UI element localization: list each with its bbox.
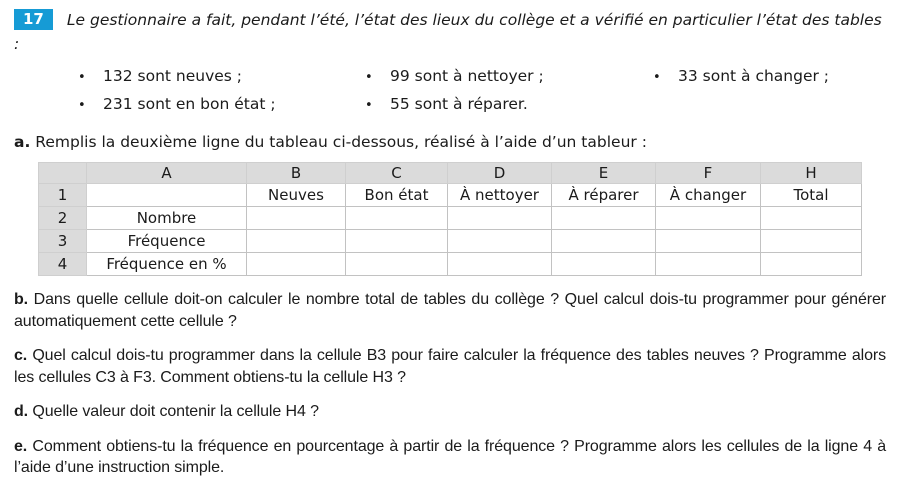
column-header-C: C <box>346 163 448 184</box>
cell-H4 <box>761 253 862 276</box>
cell-D1: À nettoyer <box>448 184 552 207</box>
question-c-text: Quel calcul dois-tu programmer dans la cellule B3 pour faire calculer la fréquence des tables neuves ? Programme alors les cellules C3 à F3. Comment obtiens-tu la cellule H3 ? <box>14 347 886 386</box>
question-b-label: b. <box>14 291 29 308</box>
bullet-icon: • <box>365 98 373 113</box>
column-header-row <box>39 163 862 184</box>
question-d <box>14 401 886 423</box>
row-number-1: 1 <box>39 184 87 207</box>
cell-A1 <box>87 184 247 207</box>
exercise-intro <box>14 8 886 56</box>
cell-C1: Bon état <box>346 184 448 207</box>
cell-H2 <box>761 207 862 230</box>
column-header-A: A <box>87 163 247 184</box>
cell-H3 <box>761 230 862 253</box>
row-number-2: 2 <box>39 207 87 230</box>
bullet-icon: • <box>78 98 86 113</box>
question-b-text: Dans quelle cellule doit-on calculer le nombre total de tables du collège ? Quel calcul dois-tu programmer pour générer automatiquement cette cellule ? <box>14 291 886 330</box>
cell-A3: Fréquence <box>87 230 247 253</box>
cell-E4 <box>552 253 656 276</box>
question-a-label: a. <box>14 133 31 151</box>
cell-E1: À réparer <box>552 184 656 207</box>
inventory-column-2 <box>365 63 653 119</box>
inventory-list <box>78 63 886 119</box>
column-header-E: E <box>552 163 656 184</box>
column-header-H: H <box>761 163 862 184</box>
list-item <box>365 63 653 91</box>
intro-text: Le gestionnaire a fait, pendant l’été, l’état des lieux du collège et a vérifié en particulier l’état des tables : <box>14 11 882 53</box>
cell-A4: Fréquence en % <box>87 253 247 276</box>
cell-C3 <box>346 230 448 253</box>
column-header-F: F <box>656 163 761 184</box>
column-header-D: D <box>448 163 552 184</box>
bullet-icon: • <box>365 70 373 85</box>
cell-C4 <box>346 253 448 276</box>
cell-B2 <box>247 207 346 230</box>
inventory-column-3 <box>653 63 829 119</box>
column-header-B: B <box>247 163 346 184</box>
question-d-text: Quelle valeur doit contenir la cellule H4 ? <box>32 403 319 420</box>
question-a-text: Remplis la deuxième ligne du tableau ci-dessous, réalisé à l’aide d’un tableur : <box>35 133 647 151</box>
question-d-label: d. <box>14 403 29 420</box>
table-row-3 <box>39 230 862 253</box>
question-b <box>14 289 886 332</box>
cell-F4 <box>656 253 761 276</box>
cell-F1: À changer <box>656 184 761 207</box>
cell-D2 <box>448 207 552 230</box>
row-number-4: 4 <box>39 253 87 276</box>
list-item <box>78 63 365 91</box>
bullet-icon: • <box>653 70 661 85</box>
cell-E3 <box>552 230 656 253</box>
cell-B4 <box>247 253 346 276</box>
list-item-text: 231 sont en bon état ; <box>103 95 276 113</box>
cell-D3 <box>448 230 552 253</box>
list-item-text: 33 sont à changer ; <box>678 67 830 85</box>
row-number-3: 3 <box>39 230 87 253</box>
cell-D4 <box>448 253 552 276</box>
list-item <box>365 91 653 119</box>
cell-B1: Neuves <box>247 184 346 207</box>
list-item <box>78 91 365 119</box>
cell-F3 <box>656 230 761 253</box>
cell-B3 <box>247 230 346 253</box>
cell-A2: Nombre <box>87 207 247 230</box>
list-item-text: 55 sont à réparer. <box>390 95 528 113</box>
spreadsheet-corner-cell <box>39 163 87 184</box>
question-e-label: e. <box>14 437 28 455</box>
cell-F2 <box>656 207 761 230</box>
list-item-text: 99 sont à nettoyer ; <box>390 67 544 85</box>
spreadsheet-table <box>38 162 862 276</box>
table-row-2 <box>39 207 862 230</box>
question-c-label: c. <box>14 347 28 364</box>
list-item <box>653 63 829 91</box>
cell-E2 <box>552 207 656 230</box>
question-c <box>14 345 886 388</box>
table-row-4 <box>39 253 862 276</box>
question-e-text: Comment obtiens-tu la fréquence en pourcentage à partir de la fréquence ? Programme alors les cellules de la ligne 4 à l’aide d’une instruction simple. <box>14 437 886 476</box>
exercise-number-badge: 17 <box>14 9 53 30</box>
question-a <box>14 132 886 153</box>
inventory-column-1 <box>78 63 365 119</box>
cell-C2 <box>346 207 448 230</box>
list-item-text: 132 sont neuves ; <box>103 67 243 85</box>
question-e <box>14 436 886 479</box>
bullet-icon: • <box>78 70 86 85</box>
cell-H1: Total <box>761 184 862 207</box>
table-row-1 <box>39 184 862 207</box>
